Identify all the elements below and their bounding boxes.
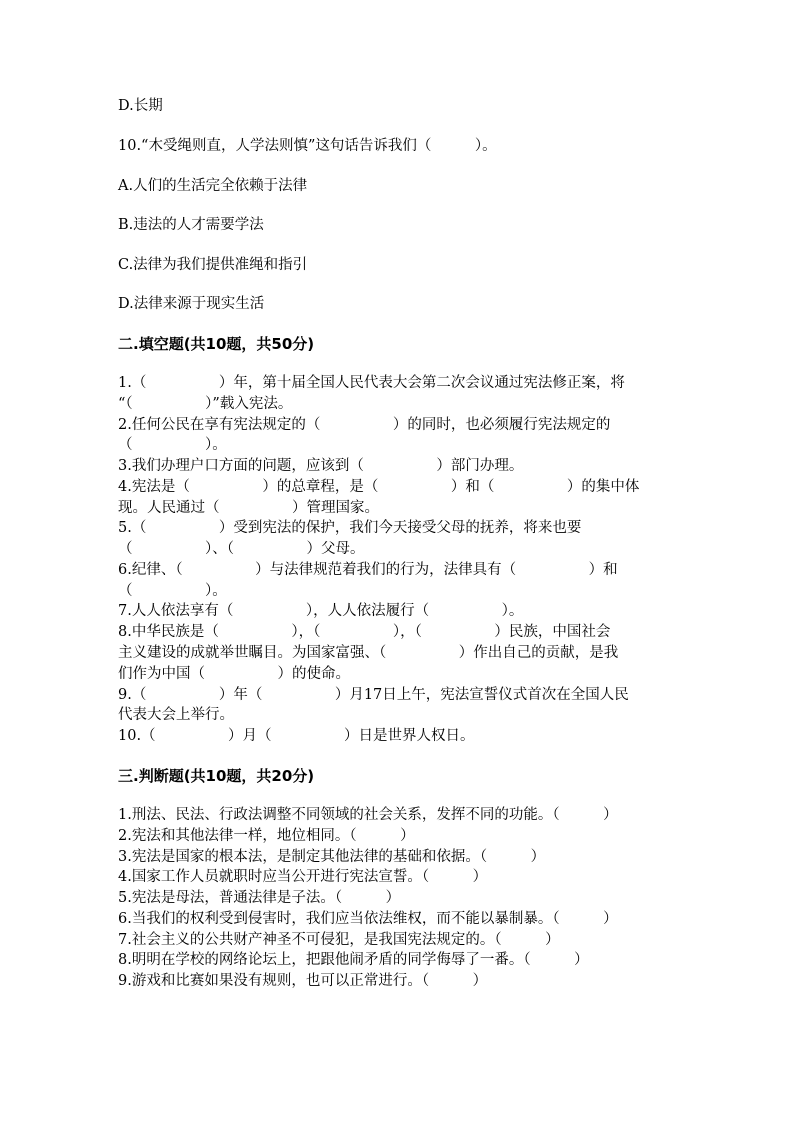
judge-line: 6.当我们的权利受到侵害时，我们应当依法维权，而不能以暴制暴。（ ） [118, 911, 618, 927]
fill-line: （ ）。 [118, 583, 227, 599]
fill-line: 们作为中国（ ）的使命。 [118, 666, 350, 682]
fill-line: 8.中华民族是（ ），（ ），（ ）民族，中国社会 [118, 624, 611, 640]
fill-line: 10.（ ）月（ ）日是世界人权日。 [118, 728, 475, 744]
fill-line: “（ ）”载入宪法。 [118, 396, 293, 412]
fill-line: 9.（ ）年（ ）月17日上午，宪法宣誓仪式首次在全国人民 [118, 687, 629, 703]
q10-option-d: D.法律来源于现实生活 [118, 296, 265, 312]
judge-line: 1.刑法、民法、行政法调整不同领域的社会关系，发挥不同的功能。（ ） [118, 807, 618, 823]
fill-line: 2.任何公民在享有宪法规定的（ ）的同时，也必须履行宪法规定的 [118, 417, 611, 433]
fill-line: 6.纪律、（ ）与法律规范着我们的行为，法律具有（ ）和 [118, 562, 618, 578]
judge-line: 4.国家工作人员就职时应当公开进行宪法宣誓。（ ） [118, 869, 488, 885]
fill-line: 1.（ ）年，第十届全国人民代表大会第二次会议通过宪法修正案，将 [118, 375, 625, 391]
fill-line: （ ）。 [118, 437, 227, 453]
q10-stem: 10.“木受绳则直，人学法则慎”这句话告诉我们（ ）。 [118, 138, 497, 154]
section3-title: 三.判断题(共10题，共20分) [118, 767, 315, 785]
judge-line: 5.宪法是母法，普通法律是子法。（ ） [118, 890, 401, 906]
q10-option-c: C.法律为我们提供准绳和指引 [118, 257, 308, 273]
judge-line: 2.宪法和其他法律一样，地位相同。（ ） [118, 828, 415, 844]
section2-title: 二.填空题(共10题，共50分) [118, 335, 315, 353]
fill-line: 3.我们办理户口方面的问题，应该到（ ）部门办理。 [118, 458, 524, 474]
q10-option-a: A.人们的生活完全依赖于法律 [118, 178, 308, 194]
fill-line: 代表大会上举行。 [118, 707, 234, 723]
fill-line: 5.（ ）受到宪法的保护，我们今天接受父母的抚养，将来也要 [118, 520, 582, 536]
judge-line: 9.游戏和比赛如果没有规则，也可以正常进行。（ ） [118, 973, 488, 989]
fill-line: 7.人人依法享有（ ），人人依法履行（ ）。 [118, 603, 524, 619]
fill-line: 主义建设的成就举世瞩目。为国家富强、（ ）作出自己的贡献，是我 [118, 645, 619, 661]
q10-option-b: B.违法的人才需要学法 [118, 217, 264, 233]
q9-option-d: D.长期 [118, 98, 163, 114]
fill-line: 4.宪法是（ ）的总章程，是（ ）和（ ）的集中体 [118, 479, 640, 495]
judge-line: 3.宪法是国家的根本法，是制定其他法律的基础和依据。（ ） [118, 849, 546, 865]
judge-line: 7.社会主义的公共财产神圣不可侵犯，是我国宪法规定的。（ ） [118, 932, 560, 948]
judge-line: 8.明明在学校的网络论坛上，把跟他闹矛盾的同学侮辱了一番。（ ） [118, 952, 589, 968]
fill-line: （ ）、（ ）父母。 [118, 541, 365, 557]
fill-line: 现。人民通过（ ）管理国家。 [118, 500, 379, 516]
